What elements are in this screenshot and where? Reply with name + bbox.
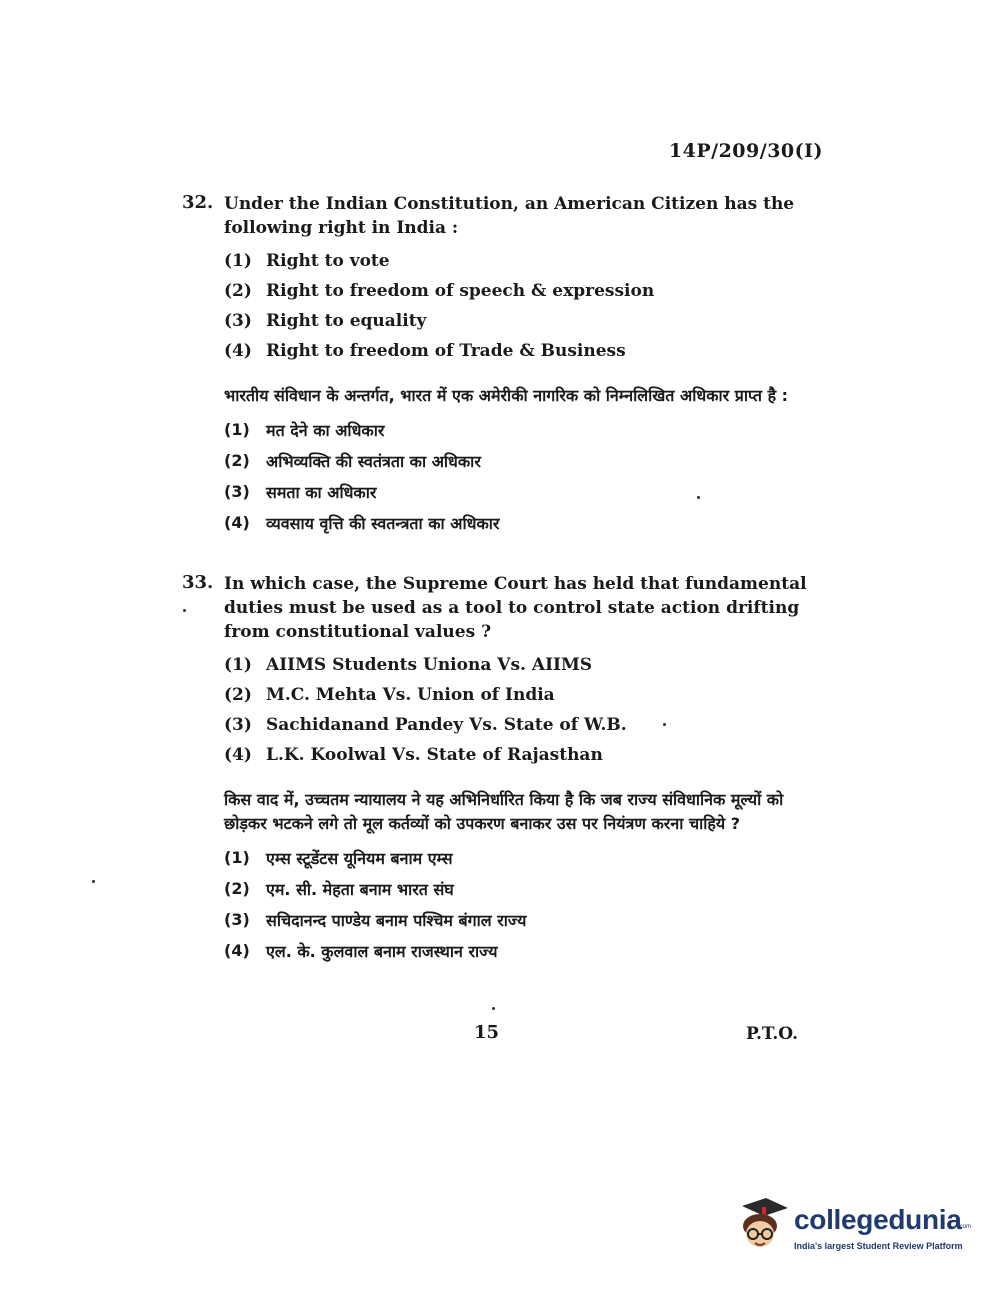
option [224, 842, 822, 873]
scan-speck [183, 609, 186, 612]
option [224, 306, 822, 336]
paper-code: 14P/209/30(I) [668, 140, 823, 162]
option-text: एम. सी. मेहता बनाम भारत संघ [266, 879, 454, 899]
options-hindi [224, 414, 822, 538]
scan-speck [697, 496, 700, 499]
option-number: (4) [224, 745, 252, 765]
option-text: मत देने का अधिकार [266, 420, 385, 440]
option-number: (2) [224, 281, 252, 301]
option-text: AIIMS Students Uniona Vs. AIIMS [266, 655, 593, 675]
option [224, 445, 822, 476]
page-number: 15 [474, 1022, 500, 1043]
option-number: (3) [224, 715, 252, 735]
option [224, 873, 822, 904]
question-text-hindi: भारतीय संविधान के अन्तर्गत, भारत में एक अमेरीकी नागरिक को निम्नलिखित अधिकार प्राप्त है : [224, 386, 789, 405]
option-text: सचिदानन्द पाण्डेय बनाम पश्चिम बंगाल राज्य [266, 910, 527, 930]
option-number: (2) [224, 451, 250, 470]
question-32 [182, 192, 822, 538]
option-number: (4) [224, 941, 250, 960]
question-33 [182, 572, 822, 966]
option-number: (1) [224, 251, 252, 271]
option [224, 507, 822, 538]
option [224, 414, 822, 445]
options-english [224, 650, 822, 770]
option [224, 740, 822, 770]
option [224, 246, 822, 276]
option-number: (2) [224, 879, 250, 898]
option [224, 710, 822, 740]
option [224, 904, 822, 935]
option [224, 336, 822, 366]
option-text: Right to freedom of Trade & Business [266, 341, 626, 361]
option-text: व्यवसाय वृत्ति की स्वतन्त्रता का अधिकार [266, 513, 500, 533]
option-text: M.C. Mehta Vs. Union of India [266, 685, 555, 705]
option-number: (1) [224, 848, 250, 867]
option-number: (1) [224, 420, 250, 439]
option-number: (3) [224, 482, 250, 501]
scan-speck [663, 723, 666, 726]
question-number: 33. [182, 572, 214, 593]
option-number: (4) [224, 341, 252, 361]
pto-label: P.T.O. [746, 1024, 798, 1044]
scan-speck [92, 880, 95, 883]
brand-name: collegedunia [794, 1204, 962, 1235]
question-text-english: In which case, the Supreme Court has held that fundamental duties must be used as a tool to control state action drifting from constitutional values ? [224, 574, 807, 642]
option-number: (3) [224, 910, 250, 929]
option-text: Right to equality [266, 311, 427, 331]
question-text-hindi: किस वाद में, उच्चतम न्यायालय ने यह अभिनिर्धारित किया है कि जब राज्य संविधानिक मूल्यों को छोड़कर भटकने लगे तो मूल कर्तव्यों को उपकरण बनाकर उस पर नियंत्रण करना चाहिये ? [224, 790, 784, 833]
option [224, 650, 822, 680]
scan-speck [492, 1007, 495, 1010]
option-text: समता का अधिकार [266, 482, 377, 502]
option [224, 680, 822, 710]
question-number: 32. [182, 192, 214, 213]
question-text-english: Under the Indian Constitution, an American Citizen has the following right in India : [224, 194, 795, 238]
option-number: (2) [224, 685, 252, 705]
brand-tagline: India's largest Student Review Platform [794, 1241, 963, 1251]
options-hindi [224, 842, 822, 966]
option-text: L.K. Koolwal Vs. State of Rajasthan [266, 745, 603, 765]
option-text: एम्स स्टूडेंटस यूनियम बनाम एम्स [266, 848, 453, 868]
options-english [224, 246, 822, 366]
collegedunia-watermark [736, 1196, 972, 1256]
option-text: Right to vote [266, 251, 390, 271]
option-text: एल. के. कुलवाल बनाम राजस्थान राज्य [266, 941, 498, 961]
option-text: Right to freedom of speech & expression [266, 281, 655, 301]
option-number: (3) [224, 311, 252, 331]
mascot-logo-icon [736, 1196, 790, 1252]
option [224, 276, 822, 306]
brand-domain: .com [958, 1224, 972, 1230]
option-text: Sachidanand Pandey Vs. State of W.B. [266, 715, 627, 735]
option-number: (1) [224, 655, 252, 675]
option [224, 476, 822, 507]
option-text: अभिव्यक्ति की स्वतंत्रता का अधिकार [266, 451, 481, 471]
option [224, 935, 822, 966]
option-number: (4) [224, 513, 250, 532]
